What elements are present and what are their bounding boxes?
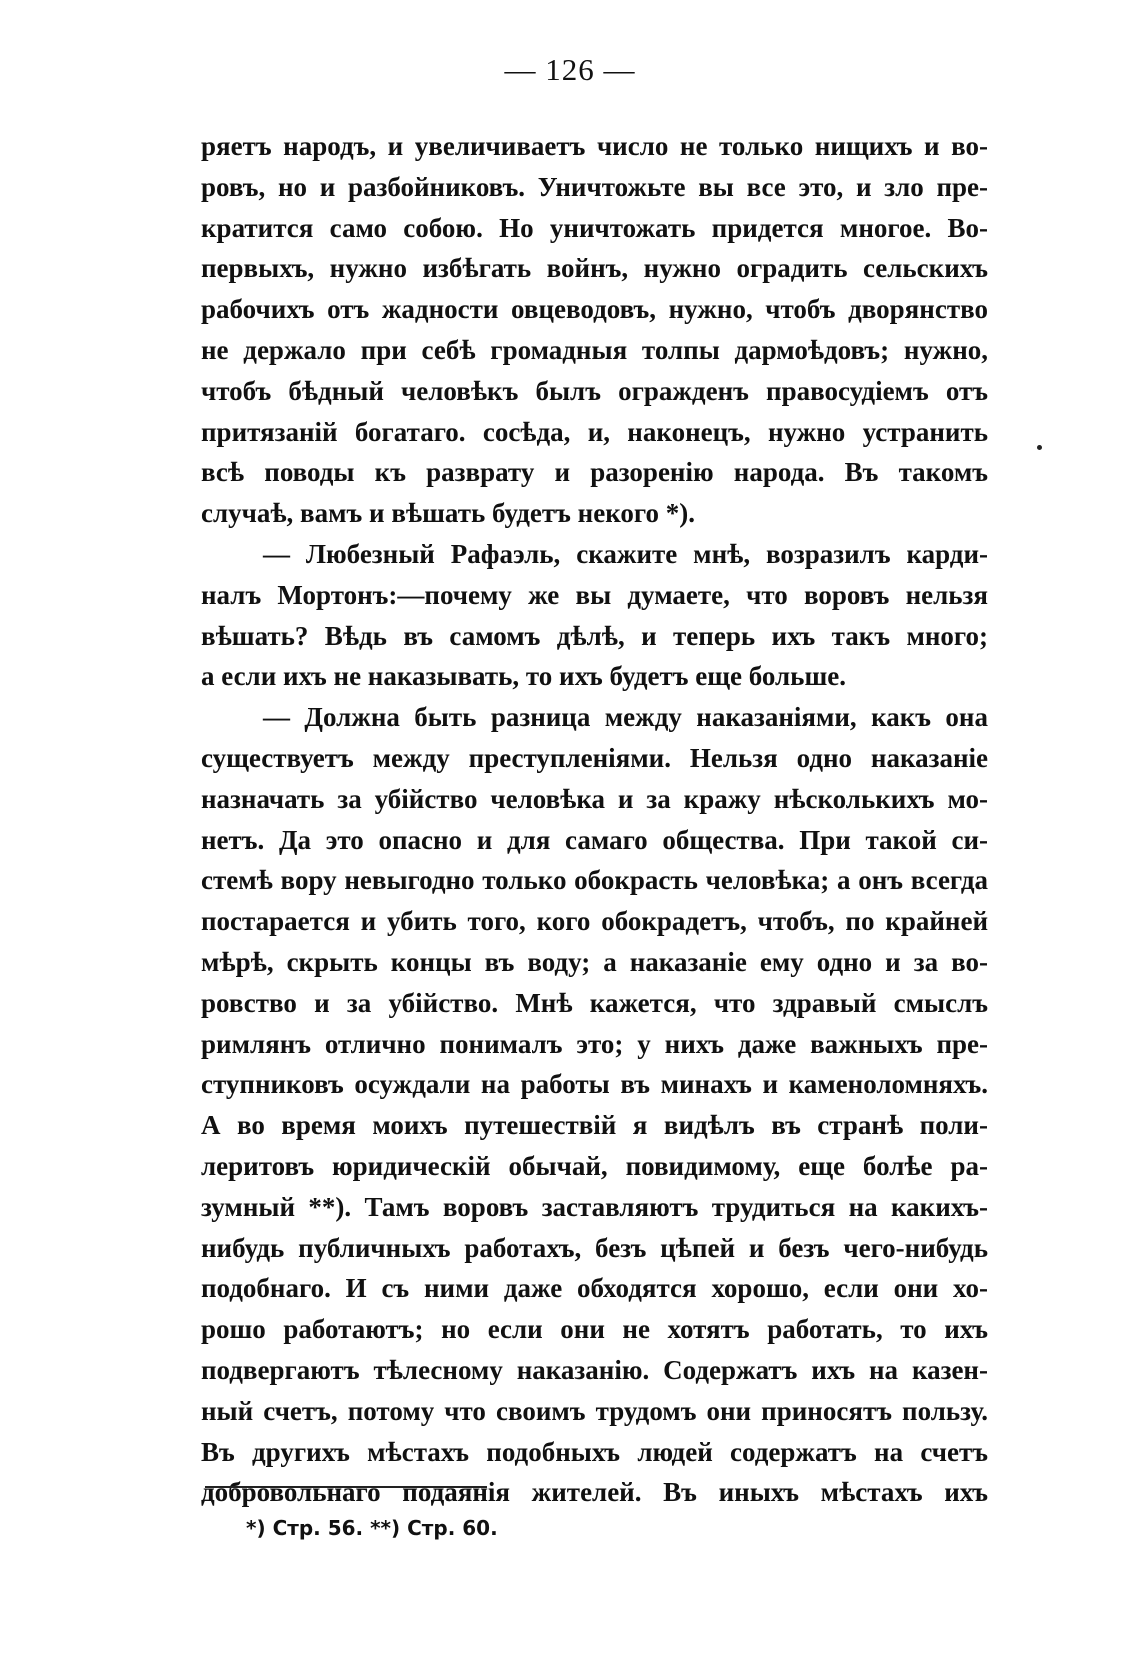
text-line: всѣ поводы къ разврату и разоренію народа. Въ такомъ bbox=[201, 457, 988, 488]
ink-speck bbox=[1037, 445, 1042, 450]
text-line: мѣрѣ, скрыть концы въ воду; а наказаніе ему одно и за во- bbox=[201, 946, 988, 977]
text-line: рошо работаютъ; но если они не хотятъ работать, то ихъ bbox=[201, 1314, 988, 1345]
footnote: *) Стр. 56. **) Стр. 60. bbox=[246, 1516, 498, 1540]
text-line: чтобъ бѣдный человѣкъ былъ огражденъ правосудіемъ отъ bbox=[201, 375, 988, 406]
text-line: назначать за убійство человѣка и за кражу нѣсколькихъ мо- bbox=[201, 783, 988, 814]
text-line: налъ Мортонъ:—почему же вы думаете, что воровъ нельзя bbox=[201, 579, 988, 610]
text-line: зумный **). Тамъ воровъ заставляютъ трудиться на какихъ- bbox=[201, 1191, 988, 1222]
text-line: А во время моихъ путешествій я видѣлъ въ странѣ поли- bbox=[201, 1110, 988, 1141]
text-line: ряетъ народъ, и увеличиваетъ число не только нищихъ и во- bbox=[201, 131, 988, 161]
text-line: нибудь публичныхъ работахъ, безъ цѣпей и безъ чего-нибудь bbox=[201, 1232, 988, 1263]
text-line: существуетъ между преступленіями. Нельзя одно наказаніе bbox=[201, 742, 988, 773]
text-line: постарается и убить того, кого обокрадетъ, чтобъ, по крайней bbox=[201, 906, 988, 937]
text-line: притязаній богатаго. сосѣда, и, наконецъ, нужно устранить bbox=[201, 416, 988, 447]
text-line: а если ихъ не наказывать, то ихъ будетъ еще больше. bbox=[201, 661, 846, 692]
text-line: — Любезный Рафаэль, скажите мнѣ, возразилъ карди- bbox=[263, 538, 988, 569]
body-text bbox=[201, 126, 988, 1513]
page-number: — 126 — bbox=[504, 52, 636, 87]
text-line: — Должна быть разница между наказаніями, какъ она bbox=[263, 702, 988, 733]
text-line: ровство и за убійство. Мнѣ кажется, что здравый смыслъ bbox=[201, 987, 988, 1018]
text-line: не держало при себѣ громадныя толпы дармоѣдовъ; нужно, bbox=[201, 334, 988, 365]
text-line: кратится само собою. Но уничтожать придется многое. Во- bbox=[201, 212, 988, 243]
text-line: ный счетъ, потому что своимъ трудомъ они приносятъ пользу. bbox=[201, 1395, 988, 1426]
text-line: вѣшать? Вѣдь въ самомъ дѣлѣ, и теперь ихъ такъ много; bbox=[201, 620, 988, 651]
text-line: подобнаго. И съ ними даже обходятся хорошо, если они хо- bbox=[201, 1273, 988, 1304]
text-line: первыхъ, нужно избѣгать войнъ, нужно оградить сельскихъ bbox=[201, 253, 988, 284]
text-line: случаѣ, вамъ и вѣшать будетъ некого *). bbox=[201, 498, 695, 529]
text-line: стемѣ вору невыгодно только обокрасть человѣка; а онъ всегда bbox=[201, 865, 988, 896]
text-line: ровъ, но и разбойниковъ. Уничтожьте вы все это, и зло пре- bbox=[201, 171, 988, 202]
text-line: ступниковъ осуждали на работы въ минахъ и каменоломняхъ. bbox=[201, 1069, 988, 1100]
text-line: добровольнаго подаянія жителей. Въ иныхъ мѣстахъ ихъ bbox=[201, 1477, 988, 1508]
footnote-divider bbox=[205, 1486, 487, 1488]
text-line: рабочихъ отъ жадности овцеводовъ, нужно, чтобъ дворянство bbox=[201, 294, 988, 325]
text-line: подвергаютъ тѣлесному наказанію. Содержатъ ихъ на казен- bbox=[201, 1354, 988, 1385]
text-line: нетъ. Да это опасно и для самаго общества. При такой си- bbox=[201, 824, 988, 855]
text-line: римлянъ отлично понималъ это; у нихъ даже важныхъ пре- bbox=[201, 1028, 988, 1059]
text-line: леритовъ юридическій обычай, повидимому, еще болѣе ра- bbox=[201, 1150, 988, 1181]
text-line: Въ другихъ мѣстахъ подобныхъ людей содержатъ на счетъ bbox=[201, 1436, 988, 1467]
